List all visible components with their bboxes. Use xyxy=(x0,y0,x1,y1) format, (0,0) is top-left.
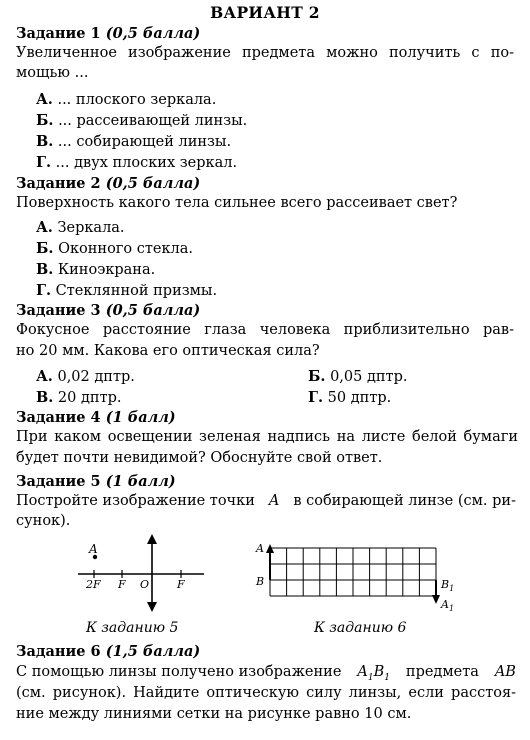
point-a-label: A xyxy=(89,542,98,556)
label-b1-main: B xyxy=(441,578,450,591)
task3-option-d xyxy=(308,389,391,406)
option-letter: А. xyxy=(36,219,53,236)
task6-text-part1: С помощью линзы получено изображение xyxy=(16,664,342,680)
task5-text-part2: в собирающей линзе (см. ри- xyxy=(293,493,516,509)
task1-option-b xyxy=(36,112,247,129)
task5-text-line1 xyxy=(16,493,516,509)
option-letter: А. xyxy=(36,91,53,108)
option-letter: Г. xyxy=(36,154,52,171)
label-b: B xyxy=(256,575,265,588)
task6-text-line3: ние между линиями сетки на рисунке равно 10 см. xyxy=(16,706,412,722)
task4-text-line1: При каком освещении зеленая надпись на листе белой бумаги xyxy=(16,429,518,445)
task6-text-part2: предмета xyxy=(405,664,479,680)
image-a1b1-arrowhead xyxy=(432,595,440,604)
task1-option-c xyxy=(36,133,231,150)
task3-text-line2: но 20 мм. Какова его оптическая сила? xyxy=(16,343,320,359)
label-a1-main: A xyxy=(441,598,449,611)
task5-point-a: A xyxy=(268,493,280,509)
task5-text-part1: Постройте изображение точки xyxy=(16,493,255,509)
task3-option-c xyxy=(36,389,122,406)
task2-option-a xyxy=(36,219,125,236)
option-letter: Г. xyxy=(36,282,52,299)
task5-title-text: Задание 5 xyxy=(16,473,101,490)
task2-option-d xyxy=(36,282,217,299)
task6-object-label: AB xyxy=(494,664,516,680)
option-text: Стеклянной призмы. xyxy=(55,283,218,299)
b1-main: B xyxy=(373,664,385,680)
task5-title xyxy=(16,473,176,490)
task2-points: (0,5 балла) xyxy=(105,175,201,192)
figure5-lens-diagram xyxy=(70,530,210,618)
option-text: Киноэкрана. xyxy=(57,262,156,278)
figure6-caption: К заданию 6 xyxy=(314,620,407,636)
task2-option-c xyxy=(36,261,155,278)
option-letter: В. xyxy=(36,261,54,278)
task6-text-line2: (см. рисунок). Найдите оптическую силу линзы, если расстоя- xyxy=(16,685,516,701)
label-a: A xyxy=(256,542,264,555)
a1-main: A xyxy=(357,664,368,680)
label-2f: 2F xyxy=(86,578,101,591)
task3-option-a xyxy=(36,368,135,385)
figure5-caption: К заданию 5 xyxy=(86,620,179,636)
task1-text-line2: мощью ... xyxy=(16,65,89,81)
option-text: 20 дптр. xyxy=(57,390,122,406)
option-text: ... двух плоских зеркал. xyxy=(55,155,238,171)
task5-points: (1 балл) xyxy=(105,473,176,490)
option-text: 50 дптр. xyxy=(327,390,392,406)
task1-text-line1: Увеличенное изображение предмета можно получить с по- xyxy=(16,45,514,61)
label-a1 xyxy=(440,598,454,613)
option-letter: В. xyxy=(36,133,54,150)
option-text: ... плоского зеркала. xyxy=(57,92,217,108)
task3-points: (0,5 балла) xyxy=(105,302,201,319)
task6-title-text: Задание 6 xyxy=(16,643,101,660)
option-letter: Г. xyxy=(308,389,324,406)
task1-option-d xyxy=(36,154,237,171)
option-letter: Б. xyxy=(308,368,326,385)
task1-title-text: Задание 1 xyxy=(16,25,101,42)
option-text: ... собирающей линзы. xyxy=(57,134,232,150)
task3-title-text: Задание 3 xyxy=(16,302,101,319)
option-text: 0,05 дптр. xyxy=(330,369,408,385)
label-b1 xyxy=(440,578,454,593)
option-letter: Б. xyxy=(36,112,54,129)
task2-title xyxy=(16,175,200,192)
task6-text-line1 xyxy=(16,664,516,683)
task2-option-b xyxy=(36,240,193,257)
label-f-left: F xyxy=(118,578,126,591)
option-letter: А. xyxy=(36,368,53,385)
task1-title xyxy=(16,25,200,42)
task6-title xyxy=(16,643,200,660)
task1-points: (0,5 балла) xyxy=(105,25,201,42)
task2-title-text: Задание 2 xyxy=(16,175,101,192)
grid xyxy=(270,548,436,596)
task4-points: (1 балл) xyxy=(105,409,176,426)
task1-option-a xyxy=(36,91,216,108)
option-letter: В. xyxy=(36,389,54,406)
label-a1-sub: 1 xyxy=(448,604,455,613)
label-o: O xyxy=(140,578,150,591)
task3-option-b xyxy=(308,368,407,385)
option-text: 0,02 дптр. xyxy=(57,369,135,385)
figure6-grid-diagram xyxy=(250,536,470,616)
a1-sub: 1 xyxy=(367,672,374,683)
task4-text-line2: будет почти невидимой? Обоснуйте свой ответ. xyxy=(16,450,383,466)
label-f-right: F xyxy=(177,578,185,591)
task3-text-line1: Фокусное расстояние глаза человека приблизительно рав- xyxy=(16,322,514,338)
option-letter: Б. xyxy=(36,240,54,257)
lens-bottom-arrow xyxy=(147,602,157,612)
task2-text-line1: Поверхность какого тела сильнее всего рассеивает свет? xyxy=(16,195,458,211)
task5-text-line2: сунок). xyxy=(16,513,71,529)
task6-points: (1,5 балла) xyxy=(105,643,201,660)
task4-title-text: Задание 4 xyxy=(16,409,101,426)
variant-heading: ВАРИАНТ 2 xyxy=(210,3,320,22)
task3-title xyxy=(16,302,200,319)
task4-title xyxy=(16,409,176,426)
option-text: Оконного стекла. xyxy=(58,241,193,257)
option-text: Зеркала. xyxy=(57,220,125,236)
label-b1-sub: 1 xyxy=(449,584,455,593)
b1-sub: 1 xyxy=(384,672,390,683)
lens-top-arrow xyxy=(147,534,157,544)
option-text: ... рассеивающей линзы. xyxy=(58,113,248,129)
task6-image-label xyxy=(357,664,390,683)
